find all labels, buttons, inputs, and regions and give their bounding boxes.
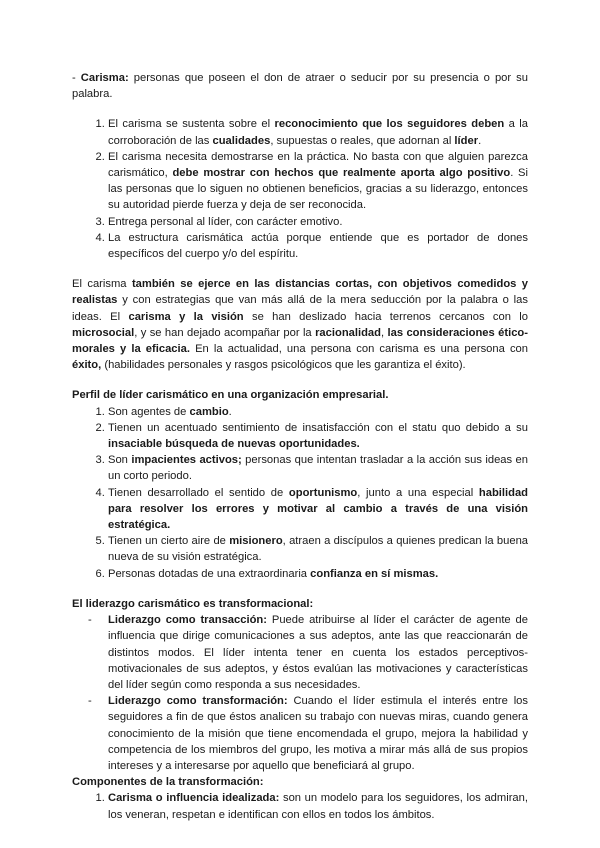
intro-definition: - Carisma: personas que poseen el don de atraer o seducir por su presencia o por su palabra. <box>72 72 529 101</box>
list-item: 2. El carisma necesita demostrarse en la práctica. No basta con que alguien parezca carismático, debe mostrar con hechos que realmente aporta algo positivo. Si las personas que lo siguen no obtienen beneficios, gracias a su liderazgo, entonces su autoridad pierde fuerza y deja de ser reconocida. <box>108 149 528 214</box>
transformacional-heading: El liderazgo carismático es transformacional: <box>72 597 314 610</box>
list-item: 6. Personas dotadas de una extraordinaria confianza en sí mismas. <box>108 566 528 582</box>
intro-term: Carisma: <box>80 72 129 84</box>
document-page <box>72 70 528 823</box>
list-item: 3. Entrega personal al líder, con carácter emotivo. <box>108 214 528 230</box>
perfil-heading: Perfil de líder carismático en una organización empresarial. <box>72 389 389 402</box>
transformacional-list <box>72 612 528 774</box>
list-item: 2. Tienen un acentuado sentimiento de insatisfacción con el statu quo debido a su insaciable búsqueda de nuevas oportunidades. <box>108 420 528 452</box>
list-item: - Liderazgo como transformación: Cuando el líder estimula el interés entre los seguidores a fin de que éstos analicen su trabajo con nuevas miras, cuando genera conocimiento de la misión que tiene encomendada el grupo, mejora la habilidad y competencia de los miembros del grupo, les motiva a mirar más allá de sus propios intereses y a interesarse por aquello que beneficiará al grupo. <box>108 693 528 774</box>
carisma-list <box>72 116 528 262</box>
list-item: 3. Son impacientes activos; personas que intentan trasladar a la acción sus ideas en un corto periodo. <box>108 452 528 484</box>
componentes-heading: Componentes de la transformación: <box>72 776 264 789</box>
componentes-list <box>72 790 528 822</box>
list-item: - Liderazgo como transacción: Puede atribuirse al líder el carácter de agente de influencia que dirige comunicaciones a sus adeptos, ante las que reaccionarán de distintos modos. El líder intenta tener en cuenta los estados perceptivos-motivacionales de sus adeptos, y éstos evalúan las motivaciones y características del líder según como responda a sus necesidades. <box>108 612 528 693</box>
list-item: 1. Carisma o influencia idealizada: son un modelo para los seguidores, los admiran, los veneran, respetan e identifican con ellos en todos los ámbitos. <box>108 790 528 822</box>
carisma-paragraph: El carisma también se ejerce en las distancias cortas, con objetivos comedidos y realistas y con estrategias que van más allá de la mera seducción por la palabra o las ideas. El carisma y la visión se han deslizado hacia terrenos cercanos con lo microsocial, y se han dejado acompañar por la racionalidad, las consideraciones ético-morales y la eficacia. En la actualidad, una persona con carisma es una persona con éxito, (habilidades personales y rasgos psicológicos que les garantiza el éxito). <box>72 278 529 372</box>
perfil-list <box>72 404 528 582</box>
list-item: 4. La estructura carismática actúa porque entiende que es portador de dones específicos del cuerpo y/o del espíritu. <box>108 230 528 262</box>
list-item: 4. Tienen desarrollado el sentido de oportunismo, junto a una especial habilidad para resolver los errores y motivar al cambio a través de una visión estratégica. <box>108 485 528 534</box>
list-item: 1. El carisma se sustenta sobre el reconocimiento que los seguidores deben a la corroboración de las cualidades, supuestas o reales, que adornan al líder. <box>108 116 528 148</box>
list-item: 1. Son agentes de cambio. <box>108 404 528 420</box>
list-item: 5. Tienen un cierto aire de misionero, atraen a discípulos a quienes predican la buena nueva de su visión estratégica. <box>108 533 528 565</box>
